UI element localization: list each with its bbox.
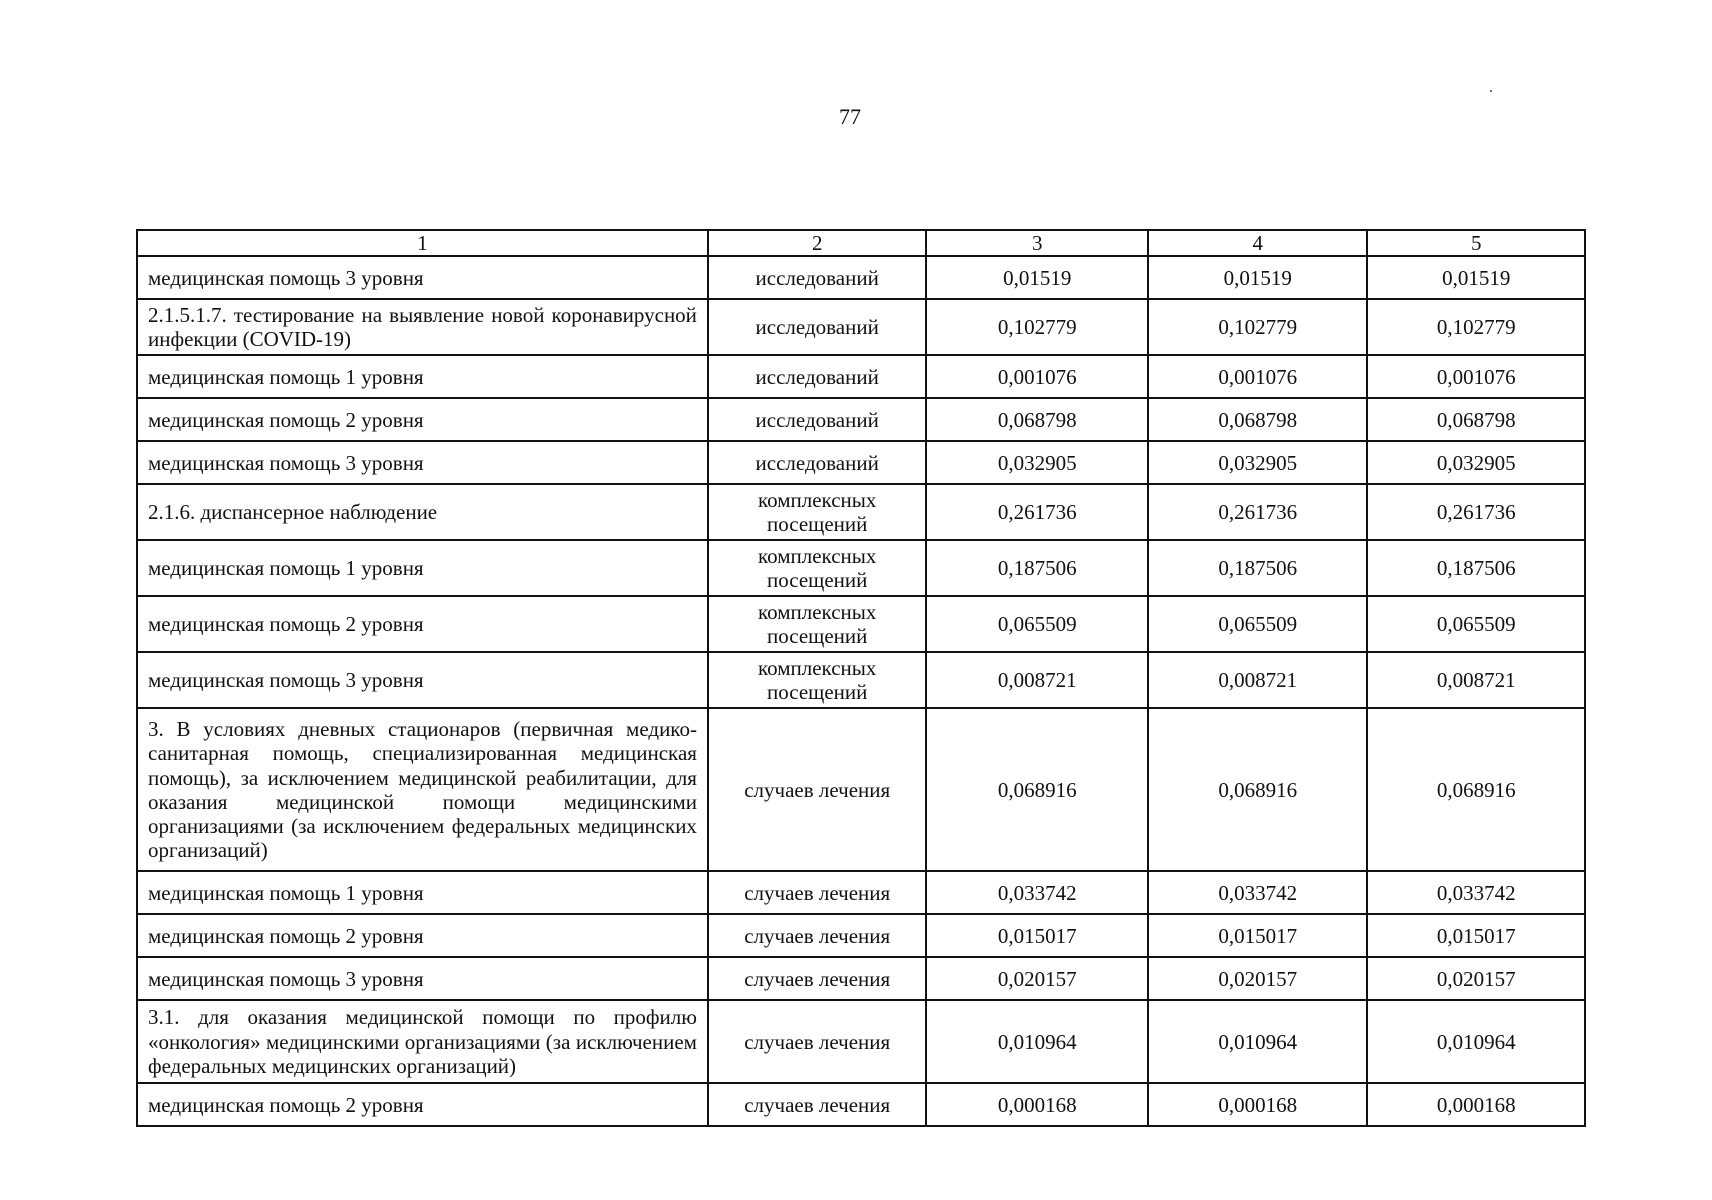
table-row [137, 256, 1585, 299]
row-value-col3: 0,010964 [926, 1000, 1148, 1083]
row-unit-cell: исследований [708, 398, 927, 441]
row-value-col3: 0,015017 [926, 914, 1148, 957]
row-value-col5: 0,001076 [1367, 355, 1585, 398]
row-name-cell: медицинская помощь 3 уровня [137, 652, 708, 708]
row-value-col4: 0,010964 [1148, 1000, 1368, 1083]
row-value-col4: 0,033742 [1148, 871, 1368, 914]
row-value-col5: 0,032905 [1367, 441, 1585, 484]
row-value-col4: 0,068798 [1148, 398, 1368, 441]
row-value-col3: 0,187506 [926, 540, 1148, 596]
row-name-cell: 2.1.6. диспансерное наблюдение [137, 484, 708, 540]
data-table [136, 229, 1586, 1127]
row-unit-cell: комплексных посещений [708, 596, 927, 652]
row-name-cell: медицинская помощь 2 уровня [137, 596, 708, 652]
row-unit-cell: исследований [708, 299, 927, 355]
column-header-1: 1 [137, 230, 708, 256]
row-value-col5: 0,015017 [1367, 914, 1585, 957]
row-name-cell: медицинская помощь 2 уровня [137, 914, 708, 957]
row-value-col3: 0,033742 [926, 871, 1148, 914]
row-value-col5: 0,020157 [1367, 957, 1585, 1000]
row-value-col5: 0,033742 [1367, 871, 1585, 914]
row-value-col5: 0,187506 [1367, 540, 1585, 596]
column-header-5: 5 [1367, 230, 1585, 256]
row-value-col4: 0,001076 [1148, 355, 1368, 398]
scan-speck [1490, 90, 1492, 92]
table-row [137, 484, 1585, 540]
row-value-col4: 0,187506 [1148, 540, 1368, 596]
column-header-2: 2 [708, 230, 927, 256]
row-value-col3: 0,01519 [926, 256, 1148, 299]
row-value-col5: 0,01519 [1367, 256, 1585, 299]
table-row [137, 540, 1585, 596]
row-unit-cell: случаев лечения [708, 708, 927, 871]
table-row [137, 299, 1585, 355]
row-value-col5: 0,068798 [1367, 398, 1585, 441]
row-unit-cell: исследований [708, 256, 927, 299]
row-value-col3: 0,065509 [926, 596, 1148, 652]
table-row [137, 596, 1585, 652]
row-name-cell: медицинская помощь 3 уровня [137, 957, 708, 1000]
row-value-col4: 0,01519 [1148, 256, 1368, 299]
table-row [137, 957, 1585, 1000]
row-name-cell: медицинская помощь 2 уровня [137, 1083, 708, 1126]
row-value-col5: 0,261736 [1367, 484, 1585, 540]
table-row [137, 398, 1585, 441]
row-value-col4: 0,261736 [1148, 484, 1368, 540]
row-value-col5: 0,008721 [1367, 652, 1585, 708]
row-unit-cell: случаев лечения [708, 1083, 927, 1126]
row-value-col3: 0,102779 [926, 299, 1148, 355]
row-name-cell: медицинская помощь 1 уровня [137, 355, 708, 398]
table-row [137, 1000, 1585, 1083]
row-unit-cell: случаев лечения [708, 914, 927, 957]
row-name-cell: медицинская помощь 1 уровня [137, 540, 708, 596]
table-row [137, 355, 1585, 398]
row-value-col5: 0,065509 [1367, 596, 1585, 652]
table-row [137, 1083, 1585, 1126]
row-value-col4: 0,015017 [1148, 914, 1368, 957]
row-name-cell: 3. В условиях дневных стационаров (первичная медико-санитарная помощь, специализированная медицинская помощь), за исключением медицинской реабилитации, для оказания медицинской помощи медицинскими организациями (за исключением федеральных медицинских организаций) [137, 708, 708, 871]
row-name-cell: медицинская помощь 2 уровня [137, 398, 708, 441]
table-row [137, 871, 1585, 914]
row-name-cell: медицинская помощь 3 уровня [137, 256, 708, 299]
row-unit-cell: комплексных посещений [708, 652, 927, 708]
row-name-cell: 3.1. для оказания медицинской помощи по профилю «онкология» медицинскими организациями (за исключением федеральных медицинских организаций) [137, 1000, 708, 1083]
row-value-col5: 0,010964 [1367, 1000, 1585, 1083]
row-value-col4: 0,065509 [1148, 596, 1368, 652]
row-unit-cell: комплексных посещений [708, 540, 927, 596]
row-value-col3: 0,020157 [926, 957, 1148, 1000]
row-value-col4: 0,000168 [1148, 1083, 1368, 1126]
row-value-col5: 0,102779 [1367, 299, 1585, 355]
row-unit-cell: исследований [708, 355, 927, 398]
table-row [137, 441, 1585, 484]
row-unit-cell: случаев лечения [708, 871, 927, 914]
row-unit-cell: случаев лечения [708, 957, 927, 1000]
row-value-col3: 0,068916 [926, 708, 1148, 871]
table-row [137, 708, 1585, 871]
row-value-col3: 0,000168 [926, 1083, 1148, 1126]
row-name-cell: медицинская помощь 3 уровня [137, 441, 708, 484]
page-number: 77 [839, 104, 861, 129]
row-value-col5: 0,000168 [1367, 1083, 1585, 1126]
row-value-col4: 0,020157 [1148, 957, 1368, 1000]
row-unit-cell: комплексных посещений [708, 484, 927, 540]
column-header-row [137, 230, 1585, 256]
table-row [137, 652, 1585, 708]
row-name-cell: 2.1.5.1.7. тестирование на выявление новой коронавирусной инфекции (COVID-19) [137, 299, 708, 355]
row-name-cell: медицинская помощь 1 уровня [137, 871, 708, 914]
row-value-col3: 0,008721 [926, 652, 1148, 708]
row-value-col3: 0,032905 [926, 441, 1148, 484]
row-unit-cell: случаев лечения [708, 1000, 927, 1083]
row-value-col4: 0,008721 [1148, 652, 1368, 708]
row-value-col3: 0,001076 [926, 355, 1148, 398]
row-value-col3: 0,068798 [926, 398, 1148, 441]
column-header-4: 4 [1148, 230, 1368, 256]
row-value-col5: 0,068916 [1367, 708, 1585, 871]
row-value-col4: 0,032905 [1148, 441, 1368, 484]
column-header-3: 3 [926, 230, 1148, 256]
row-unit-cell: исследований [708, 441, 927, 484]
row-value-col4: 0,068916 [1148, 708, 1368, 871]
table-row [137, 914, 1585, 957]
row-value-col4: 0,102779 [1148, 299, 1368, 355]
row-value-col3: 0,261736 [926, 484, 1148, 540]
